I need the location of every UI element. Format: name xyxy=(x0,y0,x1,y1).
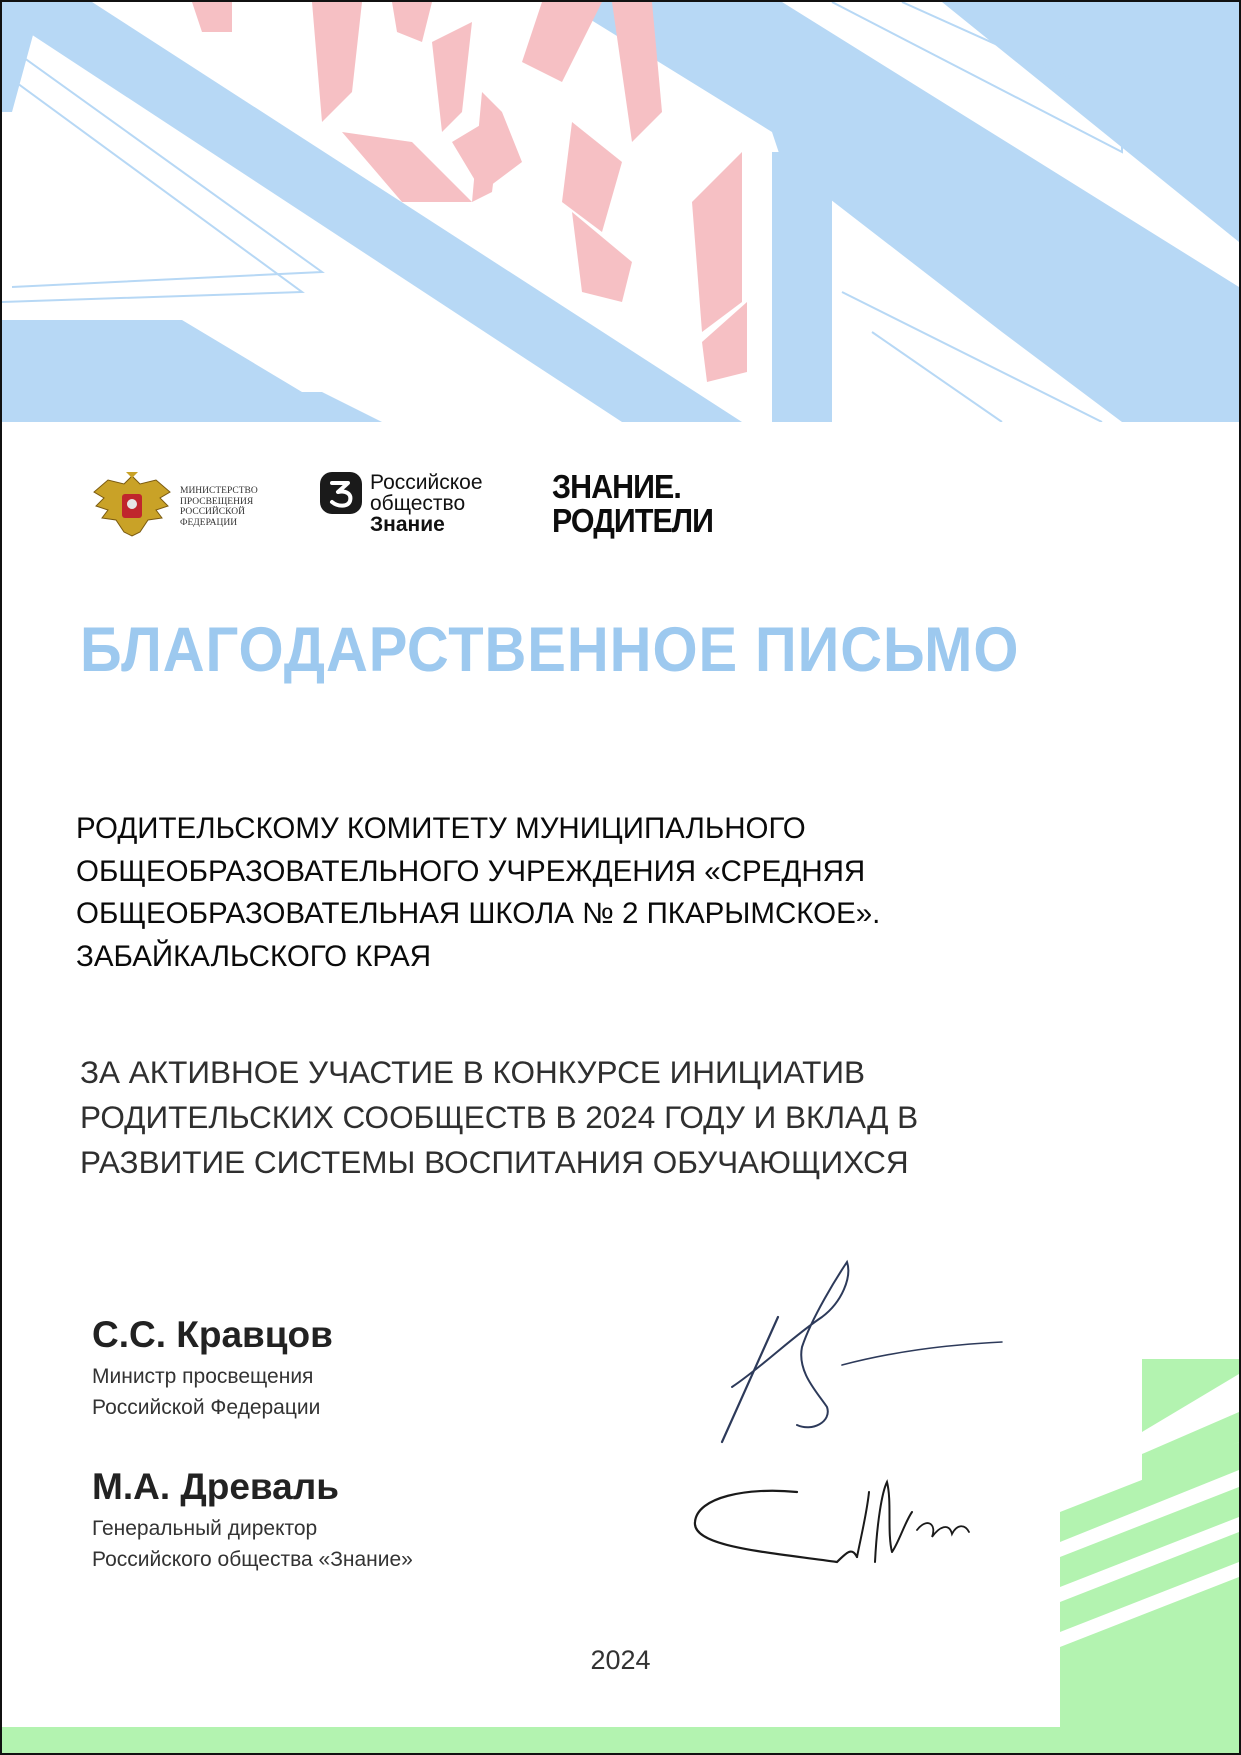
green-stripe-4 xyxy=(1060,1487,1239,1587)
blue-band-5 xyxy=(772,152,832,422)
green-stripe-5 xyxy=(1060,1532,1239,1632)
green-bottom-band xyxy=(2,1727,1239,1753)
society-logo-line-3: Знание xyxy=(370,513,445,536)
signature-2 xyxy=(687,1452,977,1582)
pink-shape-9 xyxy=(562,122,622,232)
signer-role xyxy=(92,1361,592,1423)
parents-logo xyxy=(552,470,713,538)
recipient-block xyxy=(76,808,976,978)
outline-stripe-5 xyxy=(872,332,1002,422)
signer-name: С.С. Кравцов xyxy=(92,1314,333,1355)
society-logo-text xyxy=(370,472,520,535)
signer-role-line: Генеральный директор xyxy=(92,1517,318,1540)
recipient-line: ЗАБАЙКАЛЬСКОГО КРАЯ xyxy=(76,939,432,973)
document-title: БЛАГОДАРСТВЕННОЕ ПИСЬМО xyxy=(80,615,1020,685)
reason-line: ЗА АКТИВНОЕ УЧАСТИЕ В КОНКУРСЕ ИНИЦИАТИВ xyxy=(80,1054,866,1090)
blue-band-2 xyxy=(2,320,302,392)
green-stripe-2 xyxy=(1142,1412,1239,1484)
reason-line: РОДИТЕЛЬСКИХ СООБЩЕСТВ В 2024 ГОДУ И ВКЛАД В xyxy=(80,1099,919,1135)
pink-shape-3 xyxy=(432,22,472,132)
signer-role xyxy=(92,1513,592,1575)
signature-1 xyxy=(702,1257,1022,1457)
document-year: 2024 xyxy=(590,1645,651,1675)
pink-shape-7 xyxy=(522,2,602,82)
reason-block xyxy=(80,1050,1080,1185)
parents-logo-line-1: ЗНАНИЕ. xyxy=(552,468,681,505)
pink-shape-2 xyxy=(312,2,362,122)
recipient-line: ОБЩЕОБРАЗОВАТЕЛЬНОГО УЧРЕЖДЕНИЯ «СРЕДНЯЯ xyxy=(76,854,866,888)
pink-shape-13 xyxy=(392,2,432,42)
society-logo-line-2: общество xyxy=(370,492,466,515)
znanie-logo-icon xyxy=(320,472,362,514)
signer-role-line: Министр просвещения xyxy=(92,1365,314,1388)
signer-role-line: Российского общества «Знание» xyxy=(92,1548,413,1571)
parents-logo-line-2: РОДИТЕЛИ xyxy=(552,502,714,539)
reason-line: РАЗВИТИЕ СИСТЕМЫ ВОСПИТАНИЯ ОБУЧАЮЩИХСЯ xyxy=(80,1144,909,1180)
pink-shape-11 xyxy=(692,152,742,332)
society-logo-line-1: Российское xyxy=(370,471,483,494)
green-stripe-1 xyxy=(1142,1359,1239,1432)
signer-1 xyxy=(92,1315,592,1423)
pink-shape-1 xyxy=(192,2,232,32)
signer-role-line: Российской Федерации xyxy=(92,1396,321,1419)
green-stripe-3 xyxy=(1060,1442,1239,1542)
signer-name: М.А. Древаль xyxy=(92,1466,340,1507)
top-decoration xyxy=(2,2,1239,422)
blue-band-3 xyxy=(2,392,382,422)
recipient-line: ОБЩЕОБРАЗОВАТЕЛЬНАЯ ШКОЛА № 2 ПКАРЫМСКОЕ». xyxy=(76,897,881,930)
recipient-line: РОДИТЕЛЬСКОМУ КОМИТЕТУ МУНИЦИПАЛЬНОГО xyxy=(76,812,806,845)
ministry-logo-text: МИНИСТЕРСТВО ПРОСВЕЩЕНИЯ РОССИЙСКОЙ ФЕДЕРАЦИИ xyxy=(180,486,258,528)
pink-shape-6 xyxy=(452,112,522,192)
signer-2 xyxy=(92,1467,592,1575)
logos-row xyxy=(90,464,790,544)
coat-of-arms-icon xyxy=(90,470,174,542)
